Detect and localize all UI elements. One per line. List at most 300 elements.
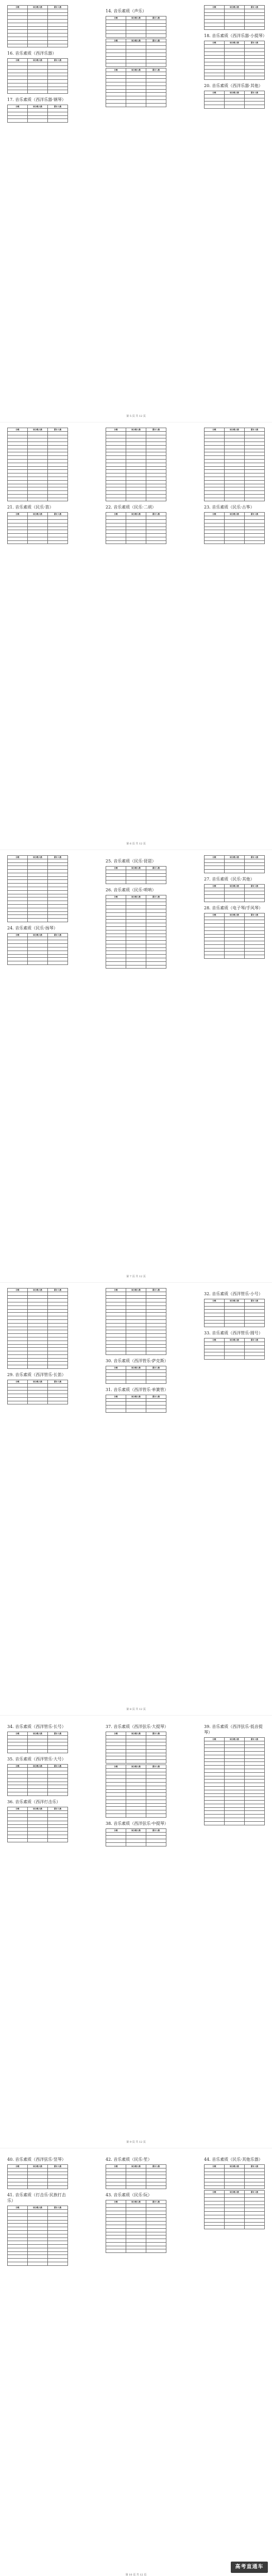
table-row bbox=[106, 1337, 166, 1341]
table-row bbox=[106, 941, 166, 944]
table-row bbox=[106, 1313, 166, 1316]
table-cell bbox=[48, 958, 68, 961]
table-row bbox=[106, 909, 166, 913]
table-cell bbox=[48, 119, 68, 123]
table-cell bbox=[106, 926, 126, 930]
table-cell bbox=[28, 2227, 48, 2231]
table-cell bbox=[126, 46, 146, 49]
table-cell bbox=[245, 2185, 265, 2189]
score-table bbox=[7, 1288, 68, 1369]
table-cell bbox=[146, 1405, 166, 1409]
table-row bbox=[205, 920, 265, 924]
table-cell bbox=[48, 1354, 68, 1358]
table-cell bbox=[8, 873, 28, 876]
table-cell bbox=[106, 955, 126, 958]
table-cell bbox=[28, 494, 48, 498]
table-cell bbox=[126, 435, 146, 438]
table-cell bbox=[48, 876, 68, 880]
table-cell bbox=[146, 899, 166, 902]
section-title: 23. 音乐素质（民乐·古筝） bbox=[204, 505, 254, 510]
table-cell bbox=[245, 899, 265, 902]
table-cell bbox=[8, 477, 28, 480]
section-title: 39. 音乐素质（西洋弦乐·低音提琴） bbox=[204, 1724, 263, 1735]
table-cell bbox=[28, 480, 48, 484]
table-cell bbox=[106, 460, 126, 463]
table-header-cell: 该分数人数 bbox=[126, 895, 146, 899]
table-cell bbox=[48, 887, 68, 891]
table-row bbox=[8, 83, 68, 87]
table-cell bbox=[225, 930, 245, 934]
table-cell bbox=[126, 60, 146, 63]
page-footer: 第 6 页 共 12 页 bbox=[126, 842, 146, 845]
table-cell bbox=[106, 494, 126, 498]
table-cell bbox=[28, 2241, 48, 2245]
table-cell bbox=[48, 1295, 68, 1299]
table-row bbox=[205, 55, 265, 59]
table-cell bbox=[8, 23, 28, 26]
table-row bbox=[205, 1748, 265, 1752]
table-row bbox=[205, 1752, 265, 1755]
table-row bbox=[8, 904, 68, 908]
table-cell bbox=[245, 2205, 265, 2208]
table-cell bbox=[245, 888, 265, 891]
table-cell bbox=[8, 2251, 28, 2255]
table-cell bbox=[205, 456, 225, 460]
table-cell bbox=[225, 1797, 245, 1801]
table-header-cell: 分数 bbox=[205, 428, 225, 432]
score-table bbox=[7, 1764, 68, 1796]
table-cell bbox=[28, 40, 48, 44]
table-row bbox=[106, 1814, 166, 1817]
table-cell bbox=[48, 1365, 68, 1369]
table-cell bbox=[106, 33, 126, 37]
table-row bbox=[205, 1807, 265, 1811]
table-row bbox=[8, 2227, 68, 2231]
table-cell bbox=[48, 873, 68, 876]
table-cell bbox=[48, 2245, 68, 2248]
table-row bbox=[8, 112, 68, 115]
table-cell bbox=[48, 1401, 68, 1404]
table-cell bbox=[28, 1397, 48, 1401]
table-cell bbox=[225, 2208, 245, 2212]
table-cell bbox=[8, 2262, 28, 2265]
table-cell bbox=[146, 23, 166, 27]
table-row bbox=[106, 2208, 166, 2211]
table-cell bbox=[8, 1824, 28, 1828]
table-cell bbox=[48, 919, 68, 922]
table-cell bbox=[106, 2246, 126, 2249]
table-cell bbox=[126, 2222, 146, 2225]
table-header-cell: 累计人数 bbox=[48, 59, 68, 62]
score-table bbox=[106, 895, 166, 969]
table-cell bbox=[48, 108, 68, 112]
table-cell bbox=[48, 1838, 68, 1842]
table-cell bbox=[126, 930, 146, 934]
table-cell bbox=[48, 1313, 68, 1316]
table-cell bbox=[205, 463, 225, 466]
table-cell bbox=[8, 65, 28, 69]
table-header-row bbox=[205, 2165, 265, 2168]
table-cell bbox=[126, 2214, 146, 2218]
table-cell bbox=[245, 1741, 265, 1744]
table-row bbox=[8, 1735, 68, 1739]
table-row bbox=[106, 1807, 166, 1810]
table-row bbox=[205, 1804, 265, 1807]
table-cell bbox=[48, 2216, 68, 2220]
table-cell bbox=[146, 1782, 166, 1786]
table-row bbox=[106, 1797, 166, 1800]
table-cell bbox=[8, 112, 28, 115]
table-cell bbox=[28, 1775, 48, 1778]
table-cell bbox=[106, 75, 126, 79]
table-row bbox=[205, 1772, 265, 1776]
table-cell bbox=[28, 1401, 48, 1404]
table-cell bbox=[146, 445, 166, 449]
table-row bbox=[8, 897, 68, 901]
table-cell bbox=[225, 452, 245, 456]
table-cell bbox=[245, 534, 265, 537]
section-title: 31. 音乐素质（西洋管乐·单簧管） bbox=[106, 1387, 168, 1392]
table-cell bbox=[225, 2222, 245, 2226]
table-header-row bbox=[8, 6, 68, 9]
table-row bbox=[106, 23, 166, 27]
table-row bbox=[8, 1814, 68, 1818]
table-row bbox=[205, 69, 265, 73]
table-cell bbox=[106, 1742, 126, 1746]
table-cell bbox=[245, 870, 265, 873]
table-cell bbox=[126, 1402, 146, 1405]
table-row bbox=[205, 540, 265, 544]
table-header-cell: 分数 bbox=[8, 428, 28, 432]
table-cell bbox=[245, 516, 265, 520]
table-cell bbox=[126, 906, 146, 909]
table-cell bbox=[146, 1742, 166, 1746]
table-cell bbox=[8, 2172, 28, 2175]
table-cell bbox=[48, 431, 68, 435]
table-cell bbox=[48, 9, 68, 12]
table-row bbox=[106, 1742, 166, 1746]
table-cell bbox=[245, 1313, 265, 1317]
table-header-cell: 分数 bbox=[106, 39, 126, 42]
table-cell bbox=[48, 30, 68, 33]
table-cell bbox=[146, 1749, 166, 1753]
table-cell bbox=[8, 862, 28, 866]
table-cell bbox=[146, 1344, 166, 1348]
table-cell bbox=[146, 1803, 166, 1807]
score-table bbox=[7, 933, 68, 965]
table-cell bbox=[245, 2179, 265, 2182]
table-cell bbox=[28, 1782, 48, 1785]
table-row bbox=[205, 59, 265, 62]
table-row bbox=[106, 1344, 166, 1348]
table-cell bbox=[245, 2222, 265, 2226]
score-table bbox=[106, 2200, 166, 2253]
section-title: 30. 音乐素质（西洋管乐·萨克斯） bbox=[106, 1358, 168, 1363]
table-cell bbox=[225, 2179, 245, 2182]
table-row bbox=[8, 1313, 68, 1316]
table-row bbox=[205, 516, 265, 520]
table-cell bbox=[28, 438, 48, 442]
table-cell bbox=[8, 1785, 28, 1789]
table-cell bbox=[106, 909, 126, 913]
table-row bbox=[205, 484, 265, 487]
table-header-cell: 累计人数 bbox=[245, 1338, 265, 1342]
table-header-row bbox=[106, 68, 166, 72]
table-row bbox=[106, 2218, 166, 2222]
table-cell bbox=[225, 23, 245, 26]
table-cell bbox=[28, 904, 48, 908]
table-cell bbox=[205, 1772, 225, 1776]
table-row bbox=[8, 2220, 68, 2224]
table-cell bbox=[146, 1337, 166, 1341]
table-cell bbox=[48, 44, 68, 47]
table-row bbox=[8, 108, 68, 112]
table-cell bbox=[28, 1838, 48, 1842]
table-cell bbox=[106, 53, 126, 56]
table-cell bbox=[146, 2232, 166, 2235]
table-cell bbox=[146, 961, 166, 965]
table-cell bbox=[48, 449, 68, 452]
table-cell bbox=[48, 940, 68, 944]
table-header-cell: 累计人数 bbox=[48, 2206, 68, 2210]
table-cell bbox=[205, 470, 225, 473]
table-row bbox=[106, 1409, 166, 1412]
table-cell bbox=[245, 1818, 265, 1821]
table-cell bbox=[28, 958, 48, 961]
table-row bbox=[205, 12, 265, 16]
table-cell bbox=[126, 1306, 146, 1309]
table-header-row bbox=[205, 2191, 265, 2194]
table-cell bbox=[225, 55, 245, 59]
table-cell bbox=[48, 961, 68, 965]
table-row bbox=[8, 445, 68, 449]
table-cell bbox=[126, 2208, 146, 2211]
table-cell bbox=[245, 498, 265, 501]
table-cell bbox=[8, 2238, 28, 2241]
table-row bbox=[106, 2168, 166, 2172]
table-cell bbox=[8, 87, 28, 90]
table-header-cell: 累计人数 bbox=[245, 91, 265, 95]
table-cell bbox=[106, 530, 126, 534]
table-cell bbox=[106, 103, 126, 107]
table-cell bbox=[126, 1299, 146, 1302]
table-cell bbox=[8, 2185, 28, 2189]
table-cell bbox=[225, 866, 245, 870]
table-cell bbox=[146, 1789, 166, 1793]
table-cell bbox=[205, 519, 225, 523]
table-row bbox=[106, 523, 166, 527]
table-row bbox=[205, 1320, 265, 1324]
table-row bbox=[8, 944, 68, 947]
table-header-cell: 该分数人数 bbox=[28, 2165, 48, 2168]
table-cell bbox=[48, 894, 68, 897]
table-cell bbox=[48, 466, 68, 470]
table-row bbox=[8, 30, 68, 33]
score-table bbox=[204, 428, 265, 501]
table-row bbox=[205, 16, 265, 20]
table-cell bbox=[28, 527, 48, 530]
table-cell bbox=[8, 62, 28, 66]
section-title: 27. 音乐素质（民乐·其他） bbox=[204, 876, 254, 882]
table-cell bbox=[28, 1383, 48, 1387]
table-cell bbox=[28, 887, 48, 891]
table-header-cell: 分数 bbox=[8, 513, 28, 516]
table-cell bbox=[106, 1753, 126, 1756]
table-cell bbox=[245, 9, 265, 12]
table-header-cell: 累计人数 bbox=[146, 16, 166, 20]
table-cell bbox=[8, 530, 28, 534]
table-row bbox=[205, 2172, 265, 2175]
section-title: 38. 音乐素质（西洋弦乐·中提琴） bbox=[106, 1821, 168, 1826]
table-cell bbox=[106, 463, 126, 466]
table-row bbox=[8, 1782, 68, 1785]
table-cell bbox=[205, 1755, 225, 1758]
table-header-cell: 该分数人数 bbox=[28, 1289, 48, 1292]
table-cell bbox=[8, 951, 28, 954]
table-row bbox=[106, 1746, 166, 1750]
table-row bbox=[106, 1842, 166, 1846]
table-cell bbox=[126, 1735, 146, 1739]
table-header-cell: 该分数人数 bbox=[225, 428, 245, 432]
table-cell bbox=[48, 516, 68, 520]
section-title: 22. 音乐素质（民乐·二胡） bbox=[106, 505, 156, 510]
table-cell bbox=[8, 958, 28, 961]
table-row bbox=[106, 1768, 166, 1772]
table-cell bbox=[225, 938, 245, 941]
table-cell bbox=[28, 1742, 48, 1746]
table-cell bbox=[28, 866, 48, 870]
table-header-cell: 累计人数 bbox=[146, 1395, 166, 1398]
table-header-cell: 分数 bbox=[8, 1289, 28, 1292]
table-cell bbox=[28, 1828, 48, 1832]
table-cell bbox=[245, 1780, 265, 1783]
table-cell bbox=[205, 944, 225, 948]
table-header-cell: 累计人数 bbox=[48, 6, 68, 9]
table-row bbox=[8, 1397, 68, 1401]
table-row bbox=[8, 1818, 68, 1821]
table-header-cell: 累计人数 bbox=[146, 39, 166, 42]
table-cell bbox=[146, 89, 166, 93]
table-cell bbox=[205, 1316, 225, 1320]
table-cell bbox=[48, 2213, 68, 2217]
table-cell bbox=[225, 9, 245, 12]
table-cell bbox=[28, 919, 48, 922]
table-cell bbox=[146, 880, 166, 884]
table-cell bbox=[146, 873, 166, 877]
table-cell bbox=[225, 94, 245, 98]
table-cell bbox=[225, 449, 245, 452]
table-cell bbox=[225, 105, 245, 109]
table-row bbox=[8, 9, 68, 12]
table-cell bbox=[48, 1810, 68, 1814]
table-row bbox=[8, 37, 68, 41]
table-cell bbox=[146, 1299, 166, 1302]
table-cell bbox=[225, 1766, 245, 1769]
table-row bbox=[106, 75, 166, 79]
table-cell bbox=[28, 1789, 48, 1792]
table-header-cell: 分数 bbox=[106, 2200, 126, 2204]
table-header-row bbox=[8, 1807, 68, 1810]
table-cell bbox=[28, 2210, 48, 2213]
table-cell bbox=[126, 1330, 146, 1334]
table-cell bbox=[106, 1348, 126, 1351]
table-cell bbox=[48, 2224, 68, 2227]
table-cell bbox=[8, 1337, 28, 1341]
table-cell bbox=[245, 20, 265, 23]
table-header-cell: 累计人数 bbox=[146, 68, 166, 72]
table-row bbox=[8, 2213, 68, 2217]
table-row bbox=[8, 523, 68, 527]
table-cell bbox=[8, 2179, 28, 2182]
table-cell bbox=[245, 1342, 265, 1346]
table-cell bbox=[245, 920, 265, 924]
table-cell bbox=[106, 1373, 126, 1377]
table-row bbox=[106, 1295, 166, 1299]
table-cell bbox=[8, 1383, 28, 1387]
table-cell bbox=[106, 1775, 126, 1779]
table-cell bbox=[146, 1309, 166, 1313]
table-cell bbox=[48, 1302, 68, 1306]
table-cell bbox=[106, 1380, 126, 1383]
table-cell bbox=[48, 1818, 68, 1821]
table-cell bbox=[28, 484, 48, 487]
table-row bbox=[205, 1797, 265, 1801]
table-header-cell: 累计人数 bbox=[146, 1289, 166, 1292]
table-cell bbox=[126, 1377, 146, 1380]
table-row bbox=[106, 1398, 166, 1402]
table-cell bbox=[106, 534, 126, 537]
table-cell bbox=[106, 1313, 126, 1316]
table-cell bbox=[146, 449, 166, 452]
table-row bbox=[8, 919, 68, 922]
table-cell bbox=[106, 516, 126, 520]
table-cell bbox=[28, 915, 48, 919]
table-cell bbox=[146, 438, 166, 442]
table-cell bbox=[225, 494, 245, 498]
table-cell bbox=[8, 890, 28, 894]
table-cell bbox=[146, 1842, 166, 1846]
table-cell bbox=[48, 2172, 68, 2175]
table-header-cell: 累计人数 bbox=[245, 2191, 265, 2194]
table-row bbox=[8, 477, 68, 480]
table-row bbox=[8, 954, 68, 958]
table-cell bbox=[146, 1402, 166, 1405]
table-cell bbox=[126, 965, 146, 969]
table-row bbox=[106, 477, 166, 480]
table-cell bbox=[245, 473, 265, 477]
table-header-cell: 累计人数 bbox=[146, 1828, 166, 1832]
table-cell bbox=[126, 947, 146, 951]
table-row bbox=[205, 1790, 265, 1793]
table-cell bbox=[146, 923, 166, 927]
table-row bbox=[8, 2255, 68, 2259]
score-table bbox=[106, 16, 166, 38]
table-cell bbox=[146, 456, 166, 460]
table-cell bbox=[205, 1776, 225, 1780]
table-cell bbox=[106, 487, 126, 491]
page-columns bbox=[0, 1721, 272, 1848]
table-cell bbox=[126, 2172, 146, 2175]
table-cell bbox=[106, 79, 126, 82]
table-cell bbox=[126, 1313, 146, 1316]
table-cell bbox=[205, 76, 225, 80]
table-row bbox=[106, 906, 166, 909]
table-row bbox=[205, 1758, 265, 1762]
table-cell bbox=[205, 1744, 225, 1748]
table-row bbox=[205, 498, 265, 501]
table-cell bbox=[28, 1323, 48, 1327]
table-cell bbox=[126, 89, 146, 93]
